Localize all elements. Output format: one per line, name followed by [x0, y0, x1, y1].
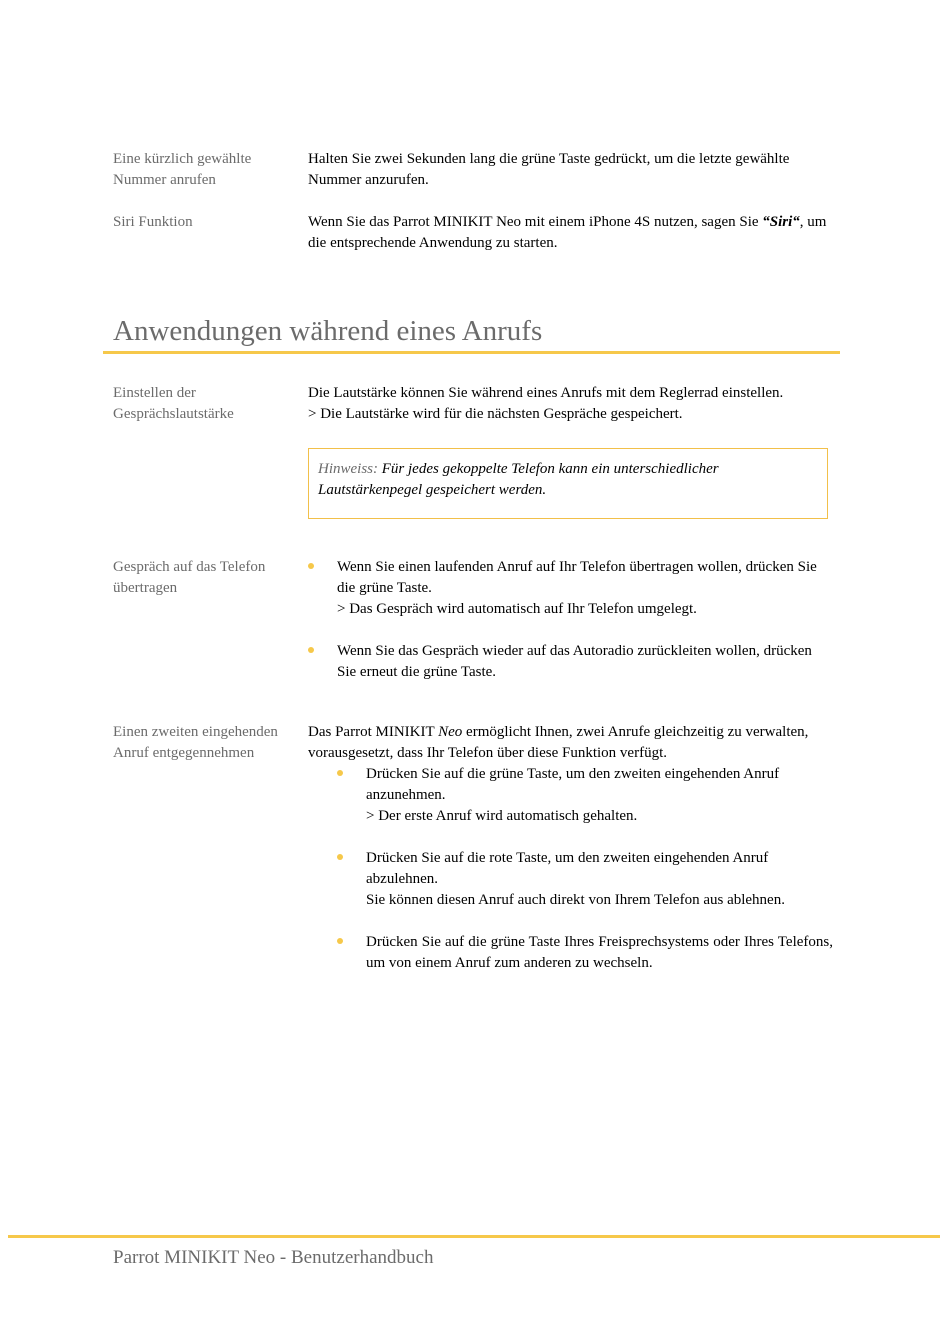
section-title: Anwendungen während eines Anrufs — [113, 315, 543, 347]
siri-keyword: “Siri“ — [762, 214, 800, 230]
volume-line-2: > Die Lautstärke wird für die nächsten Gespräche gespeichert. — [308, 406, 683, 422]
list-item — [337, 764, 833, 827]
intro-after: ermöglicht Ihnen, zwei Anrufe gleichzeitig zu verwalten, vorausgesetzt, dass Ihr Telefon über diese Funktion verfügt. — [308, 724, 809, 761]
volume-line-1: Die Lautstärke können Sie während eines Anrufs mit dem Reglerrad einstellen. — [308, 385, 784, 401]
row-text-siri — [308, 212, 833, 254]
footer-title: Parrot MINIKIT Neo - Benutzerhandbuch — [113, 1247, 434, 1268]
row-text-volume — [308, 383, 833, 425]
row-text-recent-call: Halten Sie zwei Sekunden lang die grüne Taste gedrückt, um die letzte gewählte Nummer anzurufen. — [308, 151, 790, 188]
bullet-line-1: Drücken Sie auf die grüne Taste Ihres Freisprechsystems oder Ihres Telefons, um von einem Anruf zum anderen zu wechseln. — [366, 934, 833, 971]
list-item — [308, 641, 830, 683]
siri-text-after: , um die entsprechende Anwendung zu starten. — [308, 214, 827, 251]
second-call-list — [337, 764, 833, 974]
bullet-dot-icon — [337, 854, 343, 860]
second-call-intro — [308, 722, 833, 764]
row-label-volume: Einstellen der Gesprächslautstärke — [113, 385, 234, 422]
bullet-line-2: > Das Gespräch wird automatisch auf Ihr Telefon umgelegt. — [337, 601, 697, 617]
intro-emphasis: Neo — [438, 724, 463, 740]
note-text: Für jedes gekoppelte Telefon kann ein unterschiedlicher Lautstärkenpegel gespeichert werden. — [318, 461, 719, 498]
bullet-dot-icon — [308, 647, 314, 653]
siri-text-before: Wenn Sie das Parrot MINIKIT Neo mit einem iPhone 4S nutzen, sagen Sie — [308, 214, 763, 230]
row-label-recent-call: Eine kürzlich gewählte Nummer anrufen — [113, 151, 252, 188]
row-label-siri: Siri Funktion — [113, 214, 193, 230]
bullet-line-2: > Der erste Anruf wird automatisch gehalten. — [366, 808, 638, 824]
note-box — [308, 448, 828, 519]
bullet-line-2: Sie können diesen Anruf auch direkt von Ihrem Telefon aus ablehnen. — [366, 892, 785, 908]
row-text-second-call — [308, 722, 833, 995]
transfer-list — [308, 557, 830, 683]
bullet-dot-icon — [337, 770, 343, 776]
note-lead: Hinweiss: — [318, 461, 378, 477]
row-label-transfer: Gespräch auf das Telefon übertragen — [113, 559, 266, 596]
bullet-line-1: Wenn Sie das Gespräch wieder auf das Autoradio zurückleiten wollen, drücken Sie erneut die grüne Taste. — [337, 643, 812, 680]
bullet-line-1: Wenn Sie einen laufenden Anruf auf Ihr Telefon übertragen wollen, drücken Sie die grüne Taste. — [337, 559, 817, 596]
footer-divider — [8, 1235, 940, 1238]
list-item — [337, 932, 833, 974]
bullet-line-1: Drücken Sie auf die rote Taste, um den zweiten eingehenden Anruf abzulehnen. — [366, 850, 769, 887]
bullet-dot-icon — [337, 938, 343, 944]
row-label-second-call: Einen zweiten eingehenden Anruf entgegennehmen — [113, 724, 278, 761]
bullet-line-1: Drücken Sie auf die grüne Taste, um den zweiten eingehenden Anruf anzunehmen. — [366, 766, 780, 803]
list-item — [308, 557, 830, 620]
bullet-dot-icon — [308, 563, 314, 569]
intro-before: Das Parrot MINIKIT — [308, 724, 439, 740]
row-text-transfer — [308, 557, 830, 704]
list-item — [337, 848, 833, 911]
section-divider — [103, 351, 840, 354]
